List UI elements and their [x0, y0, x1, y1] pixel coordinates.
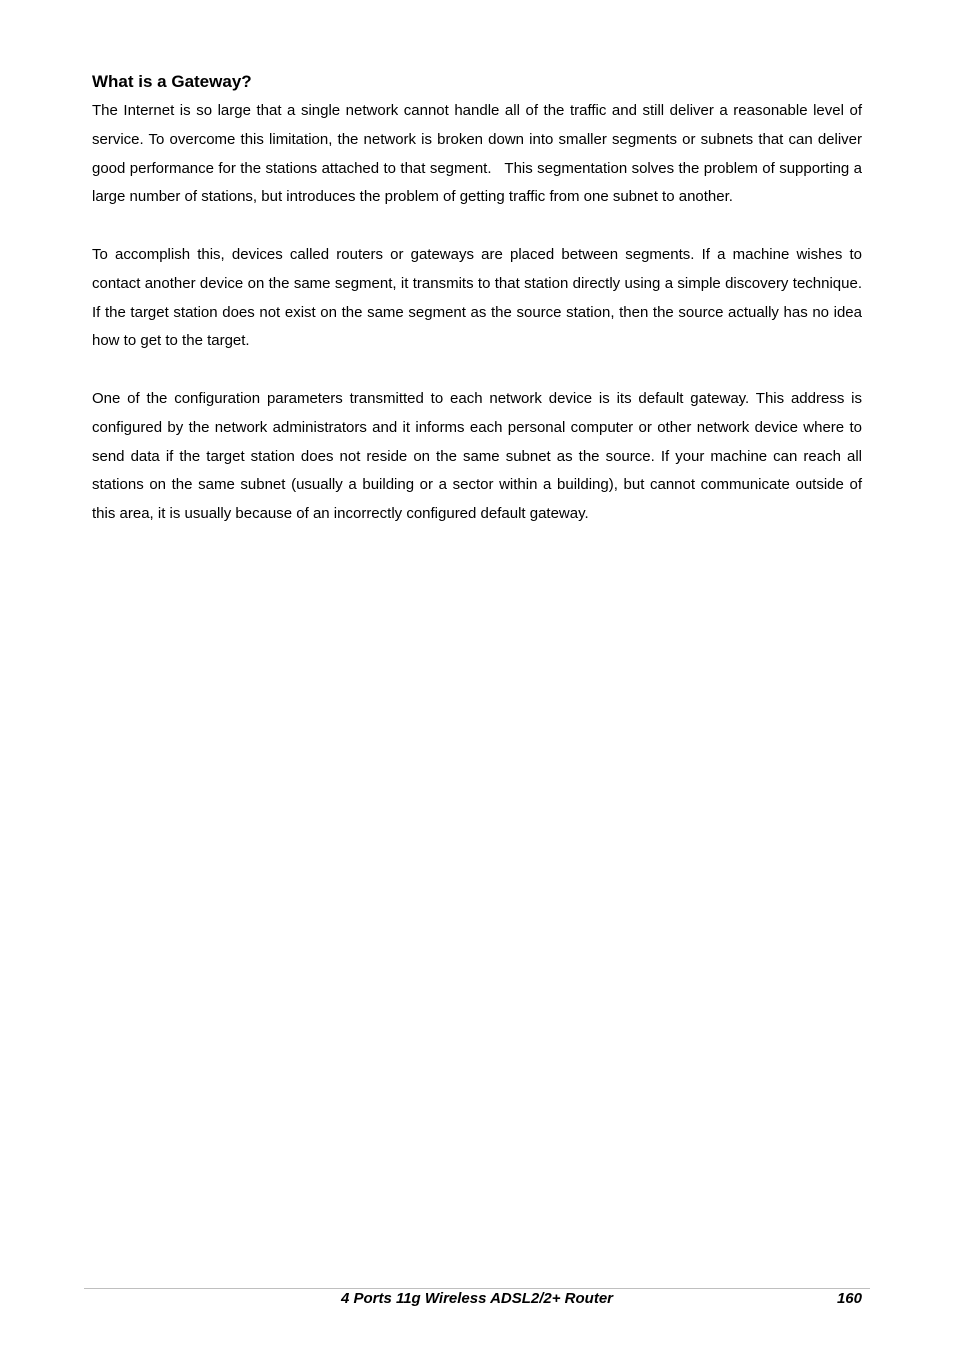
paragraph-default-gateway: One of the configuration parameters transmitted to each network device is its default gateway. This address is configured by the network administrators and it informs each personal computer or other network device where to send data if the target station does not reside on the same subnet as the source. If your machine can reach all stations on the same subnet (usually a building or a sector within a building), but cannot communicate outside of this area, it is usually because of an incorrectly configured default gateway. [92, 389, 867, 523]
document-body [92, 70, 867, 558]
footer-title: 4 Ports 11g Wireless ADSL2/2+ Router [340, 1290, 614, 1307]
page-number: 160 [836, 1290, 862, 1307]
section-title: What is a Gateway? [92, 72, 252, 91]
paragraph-routers: To accomplish this, devices called routers or gateways are placed between segments. If a machine wishes to contact another device on the same segment, it transmits to that station directly using a simple discovery technique. If the target station does not exist on the same segment as the source station, then the source actually has no idea how to get to the target. [92, 245, 867, 350]
paragraph-gateway-intro: The Internet is so large that a single network cannot handle all of the traffic and still deliver a reasonable level of service. To overcome this limitation, the network is broken down into smaller segments or subnets that can deliver good performance for the stations attached to that segment. This segmentation solves the problem of supporting a large number of stations, but introduces the problem of getting traffic from one subnet to another. [92, 102, 867, 206]
page-footer [84, 1289, 870, 1309]
